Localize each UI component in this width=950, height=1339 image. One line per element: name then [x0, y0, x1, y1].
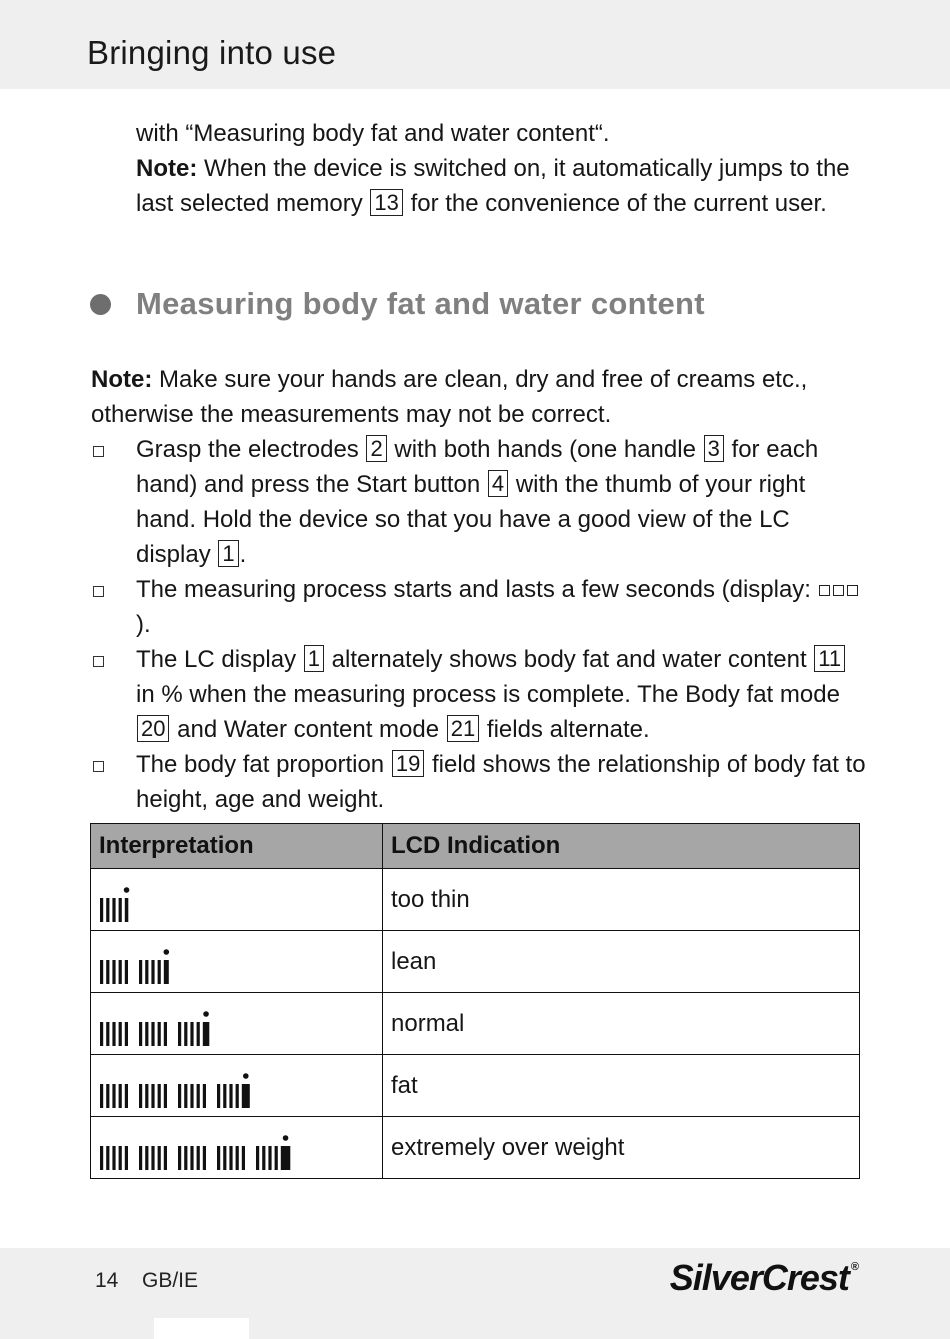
indicator-bar [151, 960, 154, 984]
brand-name: SilverCrest [669, 1257, 849, 1298]
language-code: GB/IE [142, 1269, 199, 1292]
tab-strip [154, 1318, 249, 1339]
intro-note [136, 151, 876, 221]
column-header: LCD Indication [383, 824, 860, 869]
indicator-bar [164, 1084, 167, 1108]
indicator-bar [119, 898, 122, 922]
step-text: with the thumb of your right hand. Hold the device so that you have a good view of the LC display [136, 471, 806, 568]
indicator-bar [256, 1146, 259, 1170]
indicator-bar [242, 1146, 245, 1170]
indicator-bar [145, 1146, 148, 1170]
indicator-bar [164, 1022, 167, 1046]
bullet-dot-icon [90, 294, 111, 315]
indicator-bar [125, 1146, 128, 1170]
step-list [91, 432, 871, 817]
step-text: for each hand) and press the Start button [136, 436, 819, 498]
checkbox-icon [93, 586, 104, 597]
page-title: Bringing into use [87, 34, 337, 71]
step-text: alternately shows body fat and water content [325, 646, 814, 673]
indicator-bar-end [281, 1146, 291, 1170]
indicator-bar [158, 960, 161, 984]
note-label: Note: [91, 366, 153, 393]
ref-number: 2 [366, 435, 386, 462]
indicator-bar-end [203, 1022, 210, 1046]
indicator-bar [119, 1146, 122, 1170]
indicator-bar [100, 1084, 103, 1108]
step-text: field shows the relationship of body fat to height, age and weight. [136, 751, 866, 813]
section-heading [90, 286, 705, 322]
indicator-bar [139, 1022, 142, 1046]
step-item [91, 747, 871, 817]
note-text: When the device is switched on, it automatically jumps to the last selected memory [136, 155, 850, 217]
indicator-bar [178, 1084, 181, 1108]
fat-level-bars-icon [99, 1058, 369, 1114]
fat-level-bars-icon [99, 996, 369, 1052]
note-text: Make sure your hands are clean, dry and free of creams etc., otherwise the measurements may not be correct. [91, 366, 808, 428]
ref-number: 3 [704, 435, 724, 462]
indicator-bar [139, 1146, 142, 1170]
indicator-bar-end [125, 898, 129, 922]
indicator-bar [197, 1084, 200, 1108]
indicator-bar [203, 1084, 206, 1108]
indicator-bar [184, 1146, 187, 1170]
note-label: Note: [136, 155, 198, 182]
bar-indicator-cell [91, 869, 383, 931]
indicator-bar [125, 1022, 128, 1046]
table-row [91, 1117, 860, 1179]
indicator-dot [164, 949, 170, 955]
indicator-bar [112, 898, 115, 922]
indicator-dot [124, 887, 130, 893]
indicator-bar [236, 1146, 239, 1170]
lcd-indication: extremely over weight [383, 1117, 860, 1179]
ref-number: 20 [137, 715, 169, 742]
indicator-bar [112, 1146, 115, 1170]
indicator-bar [262, 1146, 265, 1170]
note-text: for the convenience of the current user. [403, 190, 827, 217]
step-text: with both hands (one handle [387, 436, 703, 463]
indicator-bar [190, 1084, 193, 1108]
step-text: The body fat proportion [136, 751, 391, 778]
indicator-bar [112, 960, 115, 984]
indicator-bar [119, 1022, 122, 1046]
fat-level-bars-icon [99, 872, 369, 928]
indicator-dot [203, 1011, 209, 1017]
ref-number: 4 [488, 470, 508, 497]
section-title: Measuring body fat and water content [136, 286, 705, 321]
indicator-bar-end [164, 960, 169, 984]
step-text: fields alternate. [480, 716, 650, 743]
segment-box-icon [847, 585, 858, 596]
silvercrest-logo [670, 1257, 858, 1299]
indicator-bar [229, 1084, 232, 1108]
indicator-bar [145, 1022, 148, 1046]
indicator-bar [158, 1022, 161, 1046]
indicator-bar [151, 1022, 154, 1046]
indicator-bar [106, 960, 109, 984]
bar-indicator-cell [91, 993, 383, 1055]
indicator-bar [178, 1146, 181, 1170]
step-text: and Water content mode [170, 716, 446, 743]
intro-paragraph [136, 116, 876, 221]
interpretation-table [90, 823, 860, 1179]
indicator-bar [158, 1084, 161, 1108]
checkbox-icon [93, 446, 104, 457]
indicator-bar [145, 1084, 148, 1108]
table-row [91, 1055, 860, 1117]
indicator-bar [112, 1022, 115, 1046]
step-text: ). [136, 611, 151, 638]
intro-line: with “Measuring body fat and water content“. [136, 120, 610, 147]
checkbox-icon [93, 656, 104, 667]
indicator-bar [100, 898, 103, 922]
table-row [91, 993, 860, 1055]
ref-number: 13 [370, 189, 402, 216]
ref-number: 21 [447, 715, 479, 742]
indicator-bar [184, 1022, 187, 1046]
indicator-bar [217, 1146, 220, 1170]
column-header: Interpretation [91, 824, 383, 869]
indicator-bar [151, 1146, 154, 1170]
indicator-bar [119, 960, 122, 984]
table-row [91, 869, 860, 931]
bar-indicator-cell [91, 1117, 383, 1179]
indicator-bar [112, 1084, 115, 1108]
indicator-dot [243, 1073, 249, 1079]
indicator-bar [125, 1084, 128, 1108]
step-item [91, 642, 871, 747]
indicator-bar-end [242, 1084, 250, 1108]
table-header-row [91, 824, 860, 869]
ref-number: 1 [218, 540, 238, 567]
indicator-bar [151, 1084, 154, 1108]
indicator-bar [119, 1084, 122, 1108]
indicator-bar [197, 1022, 200, 1046]
indicator-bar [100, 1022, 103, 1046]
ref-number: 19 [392, 750, 424, 777]
lcd-indication: fat [383, 1055, 860, 1117]
step-item [91, 432, 871, 572]
indicator-bar [164, 1146, 167, 1170]
lcd-indication: too thin [383, 869, 860, 931]
lcd-indication: normal [383, 993, 860, 1055]
step-text: in % when the measuring process is complete. The Body fat mode [136, 681, 840, 708]
indicator-bar [145, 960, 148, 984]
indicator-bar [139, 960, 142, 984]
indicator-bar [106, 1022, 109, 1046]
bar-indicator-cell [91, 931, 383, 993]
indicator-bar [236, 1084, 239, 1108]
indicator-dot [283, 1135, 289, 1141]
step-item [91, 572, 871, 642]
step-text: The LC display [136, 646, 303, 673]
indicator-bar [197, 1146, 200, 1170]
indicator-bar [223, 1146, 226, 1170]
table-row [91, 931, 860, 993]
step-text: Grasp the electrodes [136, 436, 366, 463]
step-text: The measuring process starts and lasts a few seconds (display: [136, 576, 818, 603]
fat-level-bars-icon [99, 934, 369, 990]
ref-number: 1 [304, 645, 324, 672]
checkbox-icon [93, 761, 104, 772]
indicator-bar [100, 1146, 103, 1170]
indicator-bar [275, 1146, 278, 1170]
indicator-bar [100, 960, 103, 984]
indicator-bar [190, 1022, 193, 1046]
indicator-bar [106, 1084, 109, 1108]
indicator-bar [203, 1146, 206, 1170]
page-number: 14 [95, 1269, 119, 1292]
fat-level-bars-icon [99, 1120, 369, 1176]
bar-indicator-cell [91, 1055, 383, 1117]
indicator-bar [217, 1084, 220, 1108]
segment-box-icon [833, 585, 844, 596]
segment-box-icon [819, 585, 830, 596]
registered-mark: ® [850, 1261, 858, 1273]
indicator-bar [190, 1146, 193, 1170]
indicator-bar [178, 1022, 181, 1046]
indicator-bar [223, 1084, 226, 1108]
note-paragraph [91, 362, 871, 432]
indicator-bar [268, 1146, 271, 1170]
indicator-bar [125, 960, 128, 984]
lcd-indication: lean [383, 931, 860, 993]
indicator-bar [229, 1146, 232, 1170]
indicator-bar [139, 1084, 142, 1108]
indicator-bar [158, 1146, 161, 1170]
indicator-bar [106, 898, 109, 922]
ref-number: 11 [814, 645, 845, 672]
indicator-bar [106, 1146, 109, 1170]
step-text: . [239, 541, 247, 568]
indicator-bar [184, 1084, 187, 1108]
